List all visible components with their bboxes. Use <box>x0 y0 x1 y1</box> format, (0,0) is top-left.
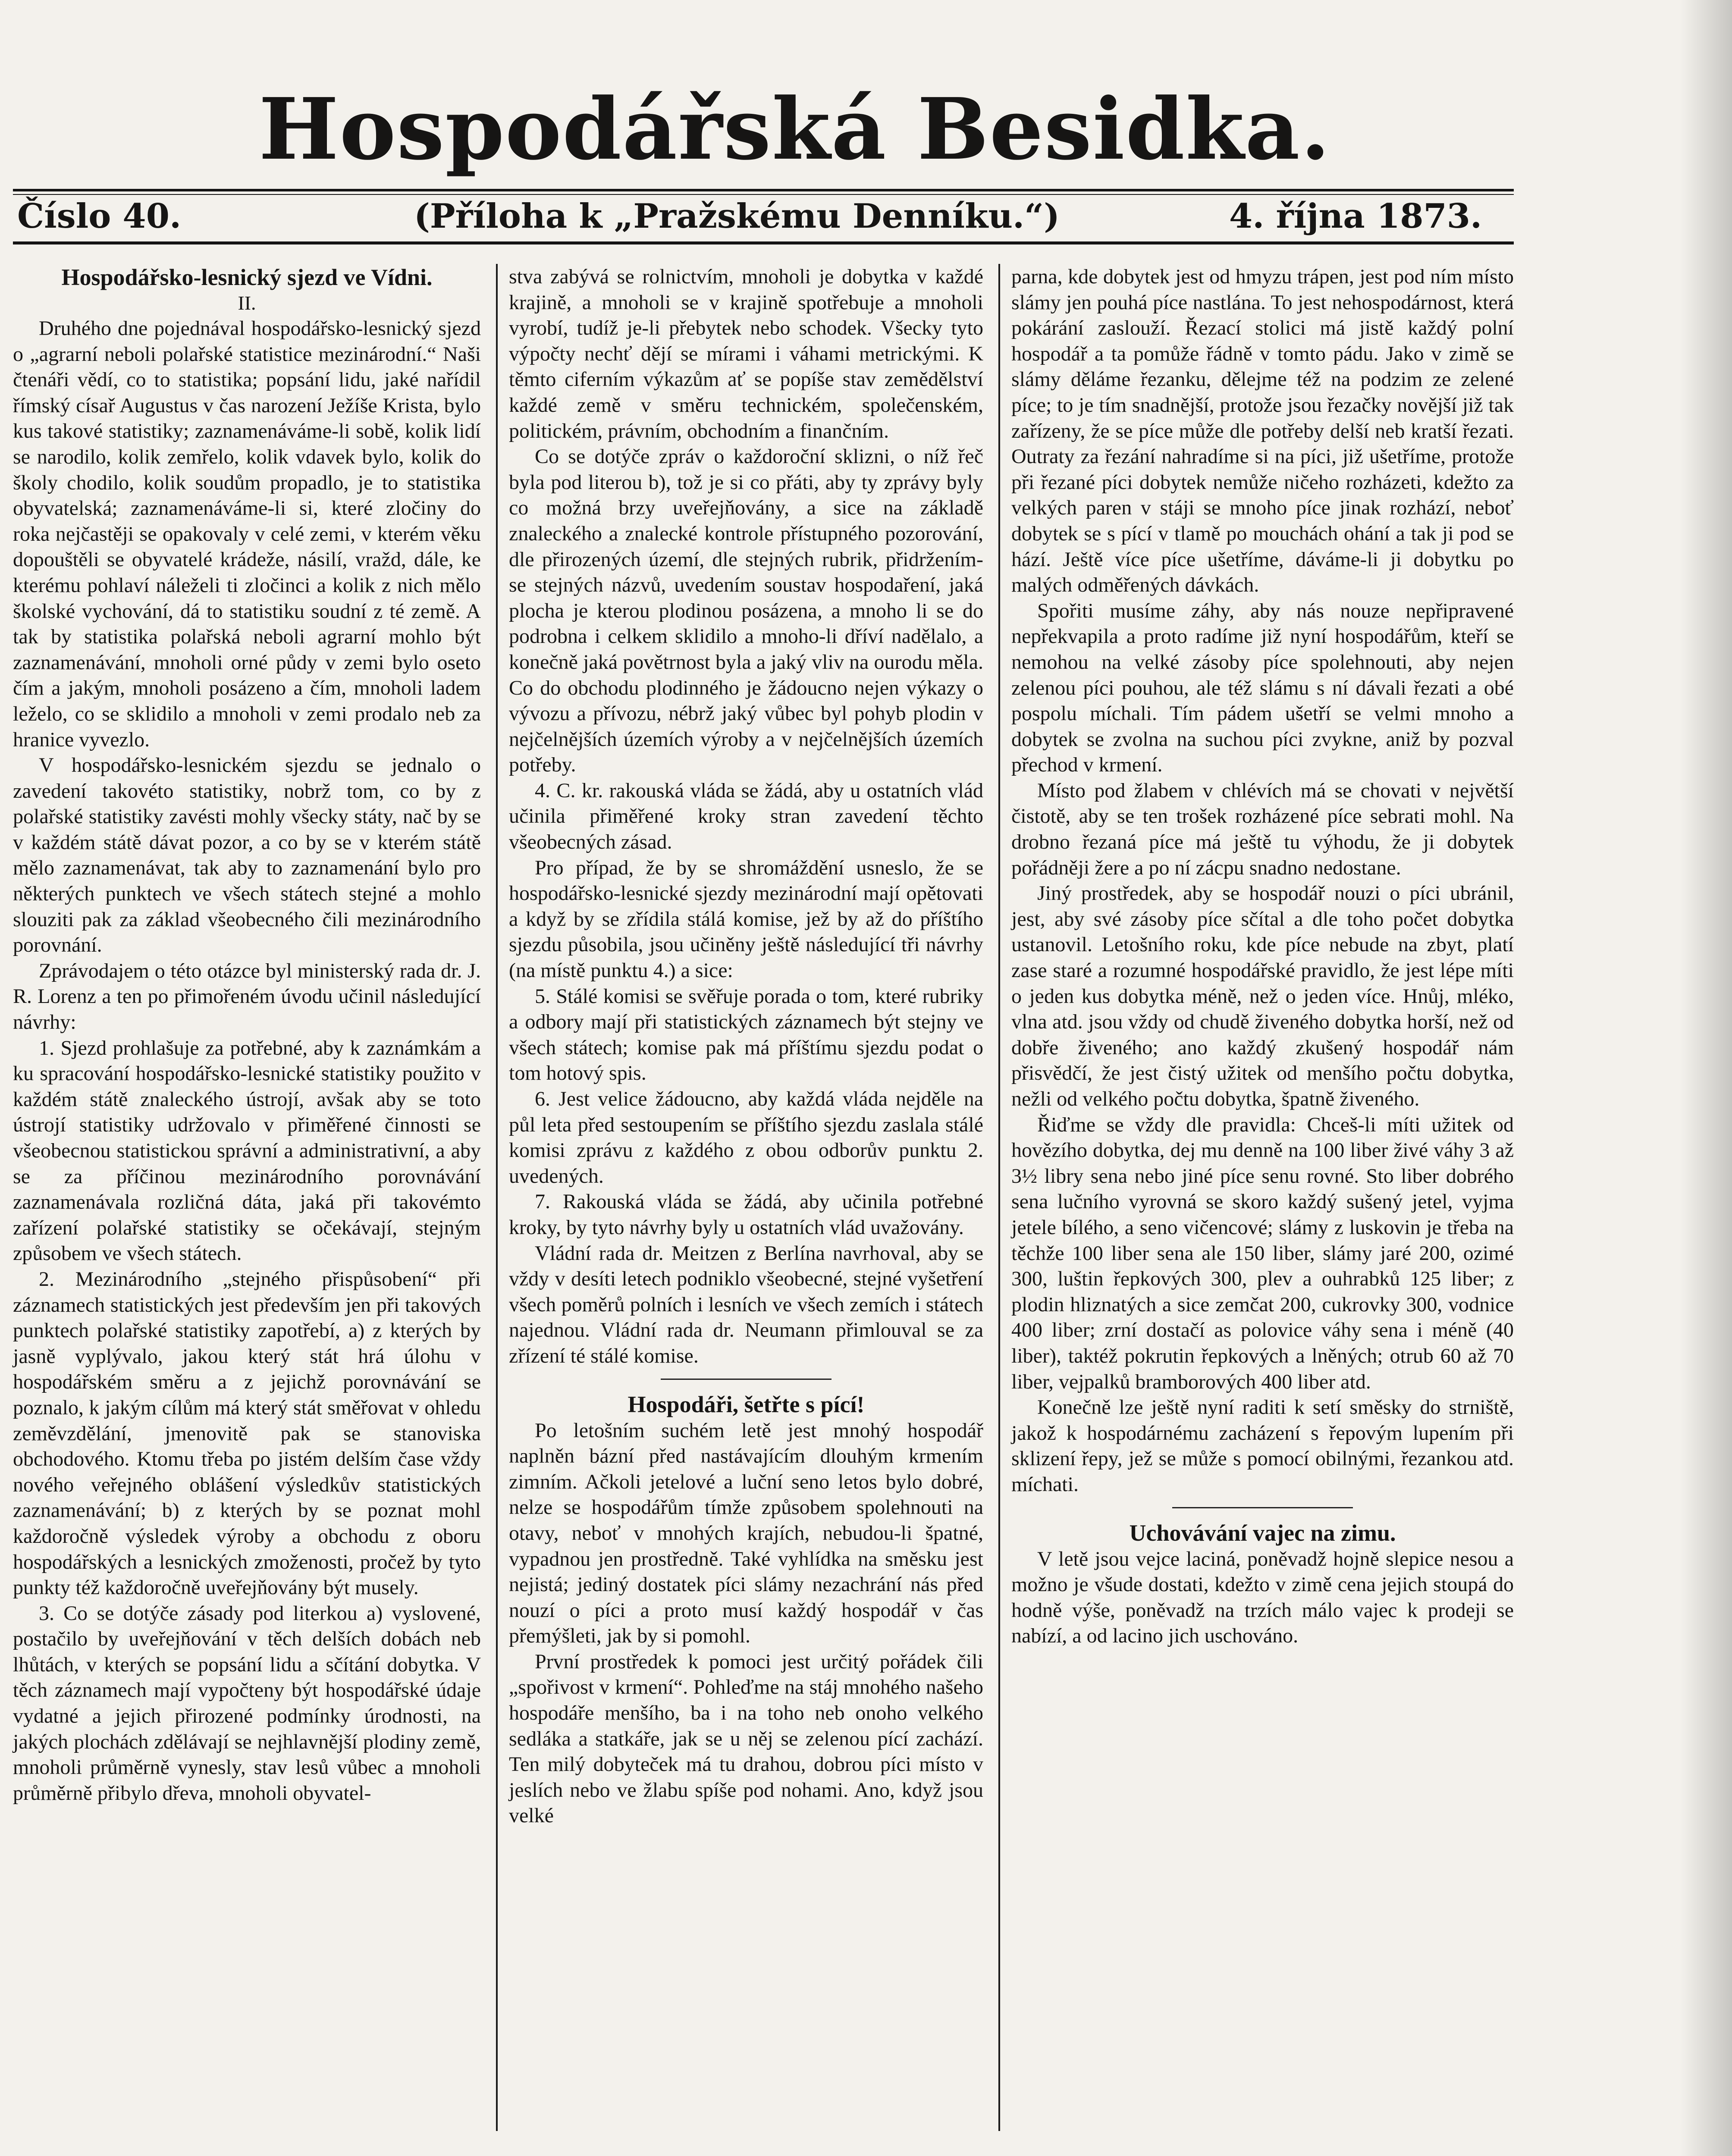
article-paragraph: V letě jsou vejce laciná, poněvadž hojně slepice nesou a možno je všude dostati, kdežto v zimě cena jejich stoupá do hodně výše, poněvadž na trzích málo vajec k prodeji se nabízí, a od lacino jich uschováno. <box>1011 1547 1514 1648</box>
article-paragraph: Místo pod žlabem v chlévích má se chovati v největší čistotě, aby se ten trošek rozházené píce sebrati mohl. Na drobno řezaná píce má ještě tu výhodu, že ji dobytek pořádněji žere a po ní zácpu snadno nedostane. <box>1011 779 1514 879</box>
column-1 <box>13 264 481 1806</box>
article-paragraph: 5. Stálé komisi se svěřuje porada o tom, které rubriky a odbory mají při statistických záznamech být stejny ve všech státech; komise pak má příštímu sjezdu podat o tom hotový spis. <box>509 984 983 1085</box>
article-paragraph: Konečně lze ještě nyní raditi k setí směsky do strniště, jakož k hospodárnému zacházení s řepovým lupením při sklizení řepy, jež se může s pomocí obilnými, řezankou atd. míchati. <box>1011 1396 1514 1496</box>
article-paragraph: 7. Rakouská vláda se žádá, aby učinila potřebné kroky, by tyto návrhy byly u ostatních vlád uvažovány. <box>509 1190 983 1239</box>
article-paragraph: Co se dotýče zpráv o každoroční sklizni, o níž řeč byla pod literou b), tož je si co přáti, aby ty zprávy byly co možná brzy uveřejňovány, a sice na základě znaleckého a znalecké kontrole přístupného pozorování, dle přirozených území, dle stejných rubrik, přidržením-se stejných názvů, uvedením soustav hospodaření, jaká plocha je kterou plodinou posázena, a mnoho li se do podrobna i celkem sklidilo a mnoho-li dříví nadělalo, a konečně jaká povětrnost byla a jaký vliv na ourodu měla. Co do obchodu plodinného je žádoucno nejen výkazy o vývozu a přívozu, nébrž jaký vůbec byl pohyb plodin v nejčelnějších územích výroby a v nejčelnějších územích potřeby. <box>509 445 983 777</box>
article-subheading: II. <box>238 292 256 314</box>
issue-date: 4. října 1873. <box>1229 197 1482 236</box>
article-paragraph: Pro případ, že by se shromáždění usneslo, že se hospodářsko-lesnické sjezdy mezinárodní mají opětovati a když by se zřídila stálá komise, jež by až do příštího sjezdu působila, jsou učiněny ještě následující tři návrhy (na místě punktu 4.) a sice: <box>509 856 983 982</box>
article-paragraph: Druhého dne pojednával hospodářsko-lesnický sjezd o „agrarní neboli polařské statistice mezinárodní.“ Naši čtenáři vědí, co to statistika; popsání lidu, jaké nařídil římský císař Augustus v čas narození Ježíše Krista, bylo kus takové statistiky; zaznamenáváme-li sobě, kolik lidí se narodilo, kolik zemřelo, kolik vdavek bylo, kolik do školy chodilo, kolik soudům propadlo, je to statistika obyvatelská; zaznamenáváme-li si, které zločiny do roka nejčastěji se opakovaly v celé zemi, v kterém věku dopouštěli se obyvatelé krádeže, násilí, vražd, dále, ke kterému pohlaví náleželi ti zločinci a kolik z nich mělo školské vychování, dá to statistiku soudní z té země. A tak by statistika polařská neboli agrarní mohlo být zaznamenávání, mnoholi orné půdy v zemi bylo oseto čím a jakým, mnoholi posázeno a čím, mnoholi ladem leželo, co se sklidilo a mnoholi v zemi prodalo neb za hranice vyvezlo. <box>13 317 481 751</box>
article-paragraph: V hospodářsko-lesnickém sjezdu se jednalo o zavedení takovéto statistiky, nobrž tom, co by z polařské statistiky zavésti mohly všecky státy, nač by se v každém státě dávat pozor, a co by se v kterém státě mělo zaznamenávat, tak aby to zaznamenání bylo pro některých punktech ve všech státech stejné a mohlo slouziti pak za základ všeobecného čili mezinárodního porovnání. <box>13 754 481 957</box>
masthead-rule-top <box>13 189 1514 191</box>
issue-number: Číslo 40. <box>17 197 182 236</box>
article-paragraph: Řiďme se vždy dle pravidla: Chceš-li míti užitek od hovězího dobytka, dej mu denně na 100 liber živé váhy 3 až 3½ libry sena nebo jiné píce senu rovné. Sto liber dobrého sena lučního vyrovná se skoro každý sušený jetel, vyjma jetele bílého, a seno vičencové; slámy z luskovin je třeba na těchže 100 liber sena ale 150 liber, slámy jaré 200, ozimé 300, luštin řepkových 300, plev a ouhrabků 125 liber; z plodin hliznatých a sice zemčat 200, cukrovky 300, vodnice 400 liber; zrní dostačí as polovice váhy sena i méně (40 liber), taktéž pokrutin řepkových a lněných; otrub 60 až 70 liber, vejpalků bramborových 400 liber atd. <box>1011 1113 1514 1393</box>
section-separator <box>661 1379 831 1380</box>
article-heading: Hospodářsko-lesnický sjezd ve Vídni. <box>61 264 433 290</box>
column-3 <box>1011 264 1514 1649</box>
column-divider-2 <box>998 264 1000 2131</box>
column-2 <box>509 264 983 1829</box>
article-paragraph: Po letošním suchém letě jest mnohý hospodář naplněn bázní před nastávajícím dlouhým krmením zimním. Ačkoli jetelové a luční seno letos bylo dobré, nelze se hospodářům tímže způsobem spolehnouti na otavy, neboť v mnohých krajích, nebudou-li špatné, vypadnou jen prostředně. Také vyhlídka na směsku jest nejistá; jediný dostatek píci slámy nezachrání nás před nouzí o píci a proto musí každý hospodář v čas přemýšleti, jak by si pomohl. <box>509 1419 983 1648</box>
masthead-title: Hospodářská Besidka. <box>259 80 1331 179</box>
article-paragraph: 3. Co se dotýče zásady pod literkou a) vyslovené, postačilo by uveřejňování v těch delších dobách neb lhůtách, v kterých se popsání lidu a sčítání dobytka. V těch záznamech mají vypočteny být hospodářské údaje vydatné a jejich přirozené podmínky úrodnosti, na jakých plochách zdělávají se nejhlavnější plodiny země, mnoholi průměrně vynesly, stav lesů vůbec a mnoholi průměrně přibylo dřeva, mnoholi obyvatel- <box>13 1601 481 1805</box>
article-paragraph: Zprávodajem o této otázce byl ministerský rada dr. J. R. Lorenz a ten po přimořeném úvodu učinil následující návrhy: <box>13 959 481 1034</box>
article-heading: Hospodáři, šetřte s pící! <box>628 1391 865 1417</box>
issue-rule <box>13 241 1514 244</box>
article-paragraph: První prostředek k pomoci jest určitý pořádek čili „spořivost v krmení“. Pohleďme na stáj mnohého našeho hospodáře menšího, ba i na toho neb onoho velkého sedláka a statkáře, jak se u něj se zelenou pící zachází. Ten milý dobyteček má tu drahou, dobrou píci místo v jeslích nebo ve žlabu spíše pod nohami. Ano, když jsou velké <box>509 1650 983 1827</box>
section-separator <box>1172 1507 1353 1508</box>
article-paragraph: stva zabývá se rolnictvím, mnoholi je dobytka v každé krajině, a mnoholi se v krajině spotřebuje a mnoholi vyrobí, tudíž je-li přebytek nebo schodek. Všecky tyto výpočty nechť dějí se mírami i váhami metrickými. K těmto ciferním výkazům ať se popíše stav zemědělství každé země v směru technickém, společenském, politickém, právním, obchodním a finančním. <box>509 265 983 442</box>
page-edge-shadow <box>1680 0 1732 2156</box>
article-heading: Uchovávání vajec na zimu. <box>1129 1520 1396 1546</box>
article-paragraph: Jiný prostředek, aby se hospodář nouzi o píci ubránil, jest, aby své zásoby píce sčítal a dle toho počet dobytka ustanovil. Letošního roku, kde píce nebude na zbyt, platí zase staré a rozumné hospodářské pravidlo, že jest lépe míti o jeden kus dobytka méně, než o jeden více. Hnůj, mléko, vlna atd. jsou vždy od chudě živeného dobytka horší, než od dobře živeného; ano každý zkušený hospodář nám přisvědčí, že jest čistý užitek od menšího počtu dobytka, nežli od velkého počtu dobytka, špatně živeného. <box>1011 882 1514 1110</box>
column-divider-1 <box>496 264 498 2131</box>
article-paragraph: 1. Sjezd prohlašuje za potřebné, aby k zaznámkám a ku spracování hospodářsko-lesnické statistiky použito v každém státě znaleckého ústrojí, avšak aby se toto ústrojí statistiky udržovalo v přiměřené činnosti se všeobecnou statistickou správní a administrativní, a aby se za příčinou mezinárodního porovnávání zaznamenávala rozličná dáta, jaká při takovémto zařízení polařské statistiky se očekávají, stejným způsobem ve všech státech. <box>13 1036 481 1265</box>
supplement-note: (Příloha k „Pražskému Denníku.“) <box>414 197 1060 236</box>
article-paragraph: Spořiti musíme záhy, aby nás nouze nepřipravené nepřekvapila a proto radíme již nyní hospodářům, kteří se nemohou na velké zásoby píce spolehnouti, aby nejen zelenou píci pouhou, ale též slámu s ní dávali řezati a obé pospolu míchali. Tím pádem ušetří se velmi mnoho a dobytek se zvolna na suchou píci zvykne, aniž by pozval přechod v krmení. <box>1011 599 1514 777</box>
article-paragraph: 4. C. kr. rakouská vláda se žádá, aby u ostatních vlád učinila přiměřené kroky stran zavedení těchto všeobecných zásad. <box>509 779 983 854</box>
article-paragraph: parna, kde dobytek jest od hmyzu trápen, jest pod ním místo slámy jen pouhá píce nastlána. To jest nehospodárnost, která pokárání zaslouží. Řezací stolici má jistě každý polní hospodář a ta pomůže řádně v tomto pádu. Jako v zimě se slámy děláme řezanku, dělejme též na podzim ze zelené píce; to je tím snadnější, protože jsou řezačky novější již tak zařízeny, že se píce může dle potřeby delší neb kratší řezati. Outraty za řezání nahradíme si na píci, již ušetříme, protože při řezané píci dobytek nemůže ničeho rozházeti, kdežto za velkých paren v stáji se mnoho píce jinak rozhází, neboť dobytek se s pící v tlamě po mouchách ohání a tak ji pod se hází. Ještě více píce ušetříme, dáváme-li ji dobytku po malých odměřených dávkách. <box>1011 265 1514 597</box>
article-paragraph: 2. Mezinárodního „stejného přispůsobení“ při záznamech statistických jest především jen při takových punktech polařské statistiky zapotřebí, a) z kterých by jasně vyplývalo, jakou který stát hrá úlohu v hospodářském směru a z jejichž porovnávání se poznalo, k jakým cílům má který stát směřovat v ohledu zeměvzdělání, jmenovitě pak se stanoviska obchodového. Ktomu třeba po jistém delším čase vždy nového veřejného oblášení výsledkův statistických zaznamenávání; b) z kterých by se poznat mohl každoročně výsledek výroby a obchodu z oboru hospodářských a lesnických zmoženosti, pročež by tyto punkty též každoročně uveřejňovány být musely. <box>13 1267 481 1599</box>
article-paragraph: 6. Jest velice žádoucno, aby každá vláda nejděle na půl leta před sestoupením se příštího sjezdu zaslala stálé komisi zprávu z každého z obou odborův punktu 2. uvedených. <box>509 1087 983 1188</box>
article-paragraph: Vládní rada dr. Meitzen z Berlína navrhoval, aby se vždy v desíti letech podniklo všeobecné, stejné vyšetření všech poměrů polních i lesních ve všech zemích i státech najednou. Vládní rada dr. Neumann přimlouval se za zřízení té stálé komise. <box>509 1241 983 1367</box>
